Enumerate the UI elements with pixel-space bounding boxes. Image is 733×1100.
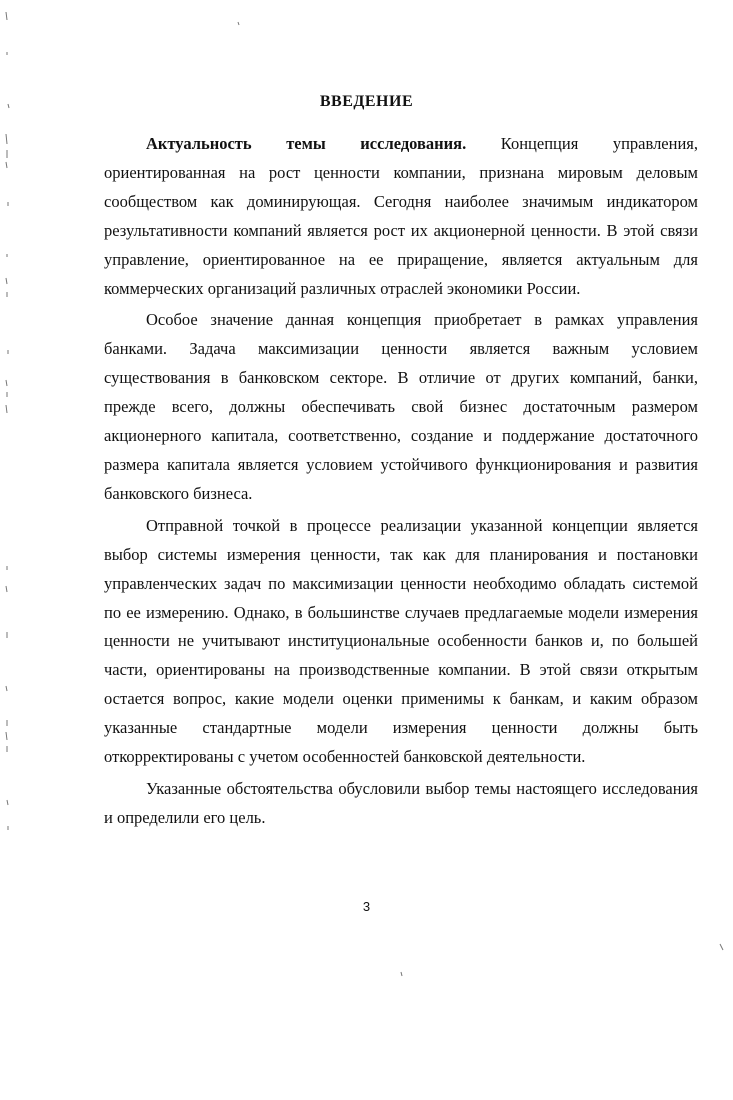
document-body — [104, 130, 698, 833]
relevance-lead: Актуальность темы исследования. — [146, 134, 467, 153]
paragraph-relevance — [104, 130, 698, 303]
paragraph-starting-point: Отправной точкой в процессе реализации указанной концепции является выбор системы измерения ценности, так как для планирования и постановки управленческих задач по максимизации ценности необходимо обладать системой по ее измерению. Однако, в большинстве случаев предлагаемые модели измерения ценности не учитывают институциональные особенности банков и, по большей части, ориентированы на производственные компании. В этой связи открытым остается вопрос, какие модели оценки применимы к банкам, и каким образом указанные стандартные модели измерения ценности должны быть откорректированы с учетом особенностей банковской деятельности. — [104, 515, 698, 767]
relevance-text: Концепция управления, ориентированная на рост ценности компании, признана мировым деловым сообществом как доминирующая. Сегодня наиболее значимым индикатором результативности компаний является рост их акционерной ценности. В этой связи управление, ориентированное на ее приращение, является актуальным для коммерческих организаций различных отраслей экономики России. — [104, 134, 699, 298]
paragraph-banks: Особое значение данная концепция приобретает в рамках управления банками. Задача максимизации ценности является важным условием существования в банковском секторе. В отличие от других компаний, банки, прежде всего, должны обеспечивать свой бизнес достаточным размером акционерного капитала, соответственно, создание и поддержание достаточного размера капитала является условием устойчивого функционирования и развития банковского бизнеса. — [104, 310, 698, 503]
page-number: 3 — [362, 899, 371, 914]
paragraph-circumstances: Указанные обстоятельства обусловили выбор темы настоящего исследования и определили его цель. — [104, 778, 698, 827]
page-title: ВВЕДЕНИЕ — [319, 93, 414, 110]
